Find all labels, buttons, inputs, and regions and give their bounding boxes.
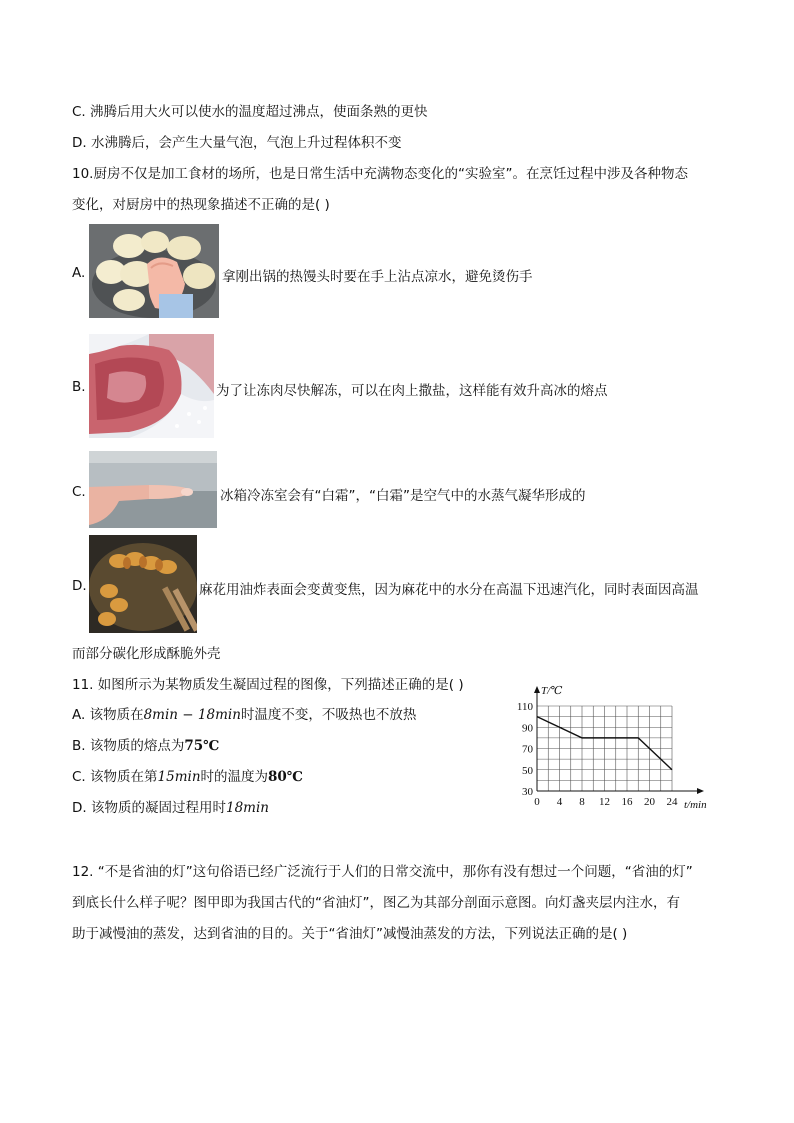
- q10-option-a-text: 拿刚出锅的热馒头时要在手上沾点凉水，避免烫伤手: [222, 269, 533, 285]
- q12-line2: 到底长什么样子呢？图甲即为我国古代的“省油灯”，图乙为其部分剖面示意图。向灯盏夹层内注水，有: [72, 895, 680, 911]
- q11-option-b-prefix: B. 该物质的熔点为: [72, 738, 185, 754]
- q11-option-a-math: 8min − 18min: [143, 707, 241, 723]
- q11-option-c-prefix: C. 该物质在第: [72, 769, 158, 785]
- x-tick-label: 4: [556, 796, 563, 808]
- q11-option-b: [72, 737, 219, 755]
- y-tick-label: 110: [516, 701, 533, 713]
- y-tick-label: 50: [522, 764, 533, 777]
- x-tick-label: 20: [644, 796, 655, 808]
- x-axis-arrow: [697, 788, 704, 794]
- frozen-meat-photo: [89, 334, 214, 438]
- q12-line1: 12. “不是省油的灯”这句俗语已经广泛流行于人们的日常交流中，那你有没有想过一个问题，“省油的灯”: [72, 864, 693, 880]
- q10-option-d-label: D.: [72, 578, 87, 594]
- q11-option-c: [72, 768, 303, 786]
- q10-option-b-label: B.: [72, 379, 86, 395]
- q11-option-d-prefix: D. 该物质的凝固过程用时: [72, 800, 226, 816]
- freezer-frost-photo: [89, 451, 217, 528]
- q11-option-d-math: 18min: [225, 800, 269, 816]
- y-tick-label: 30: [522, 786, 533, 798]
- y-axis-arrow: [534, 686, 540, 693]
- hot-buns-photo: [89, 224, 219, 318]
- q11-option-b-value: 75℃: [184, 738, 220, 754]
- x-tick-label: 16: [621, 796, 633, 808]
- q10-option-b-text: 为了让冻肉尽快解冻，可以在肉上撒盐，这样能有效升高冰的熔点: [216, 383, 608, 399]
- q10-option-d-continuation: 而部分碳化形成酥脆外壳: [72, 646, 221, 662]
- q10-option-c-label: C.: [72, 484, 86, 500]
- x-tick-label: 12: [599, 796, 610, 808]
- q11-option-c-middle: 时的温度为: [200, 769, 269, 785]
- q11-option-a: [72, 706, 416, 724]
- solidification-temperature-chart: [505, 673, 730, 818]
- q11-option-a-suffix: 时温度不变，不吸热也不放热: [240, 707, 417, 723]
- y-tick-label: 70: [522, 743, 533, 756]
- q11-option-a-prefix: A. 该物质在: [72, 707, 144, 723]
- q11-option-d: [72, 799, 269, 817]
- q10-option-a-label: A.: [72, 265, 86, 281]
- x-axis-label: t/min: [684, 799, 707, 811]
- q9-option-c: C. 沸腾后用大火可以使水的温度超过沸点，使面条熟的更快: [72, 104, 428, 120]
- q10-stem-line2: 变化，对厨房中的热现象描述不正确的是( ): [72, 197, 330, 213]
- q11-option-c-math: 15min: [157, 769, 201, 785]
- x-tick-label: 0: [534, 796, 540, 808]
- q10-stem-line1: 10.厨房不仅是加工食材的场所，也是日常生活中充满物态变化的“实验室”。在烹饪过程中涉及各种物态: [72, 166, 688, 182]
- q11-option-c-value: 80℃: [268, 769, 303, 785]
- y-axis-label: T/℃: [541, 685, 563, 697]
- q12-line3: 助于减慢油的蒸发，达到省油的目的。关于“省油灯”减慢油蒸发的方法，下列说法正确的是( ): [72, 926, 628, 942]
- x-tick-label: 24: [666, 796, 678, 808]
- q9-option-d: D. 水沸腾后，会产生大量气泡，气泡上升过程体积不变: [72, 135, 402, 151]
- q11-stem: 11. 如图所示为某物质发生凝固过程的图像，下列描述正确的是( ): [72, 677, 464, 693]
- fried-dough-twist-photo: [89, 535, 197, 633]
- x-tick-label: 8: [579, 796, 585, 808]
- y-tick-label: 90: [522, 722, 533, 735]
- q10-option-c-text: 冰箱冷冻室会有“白霜”，“白霜”是空气中的水蒸气凝华形成的: [220, 488, 586, 504]
- q10-option-d-text: 麻花用油炸表面会变黄变焦，因为麻花中的水分在高温下迅速汽化，同时表面因高温: [199, 582, 699, 598]
